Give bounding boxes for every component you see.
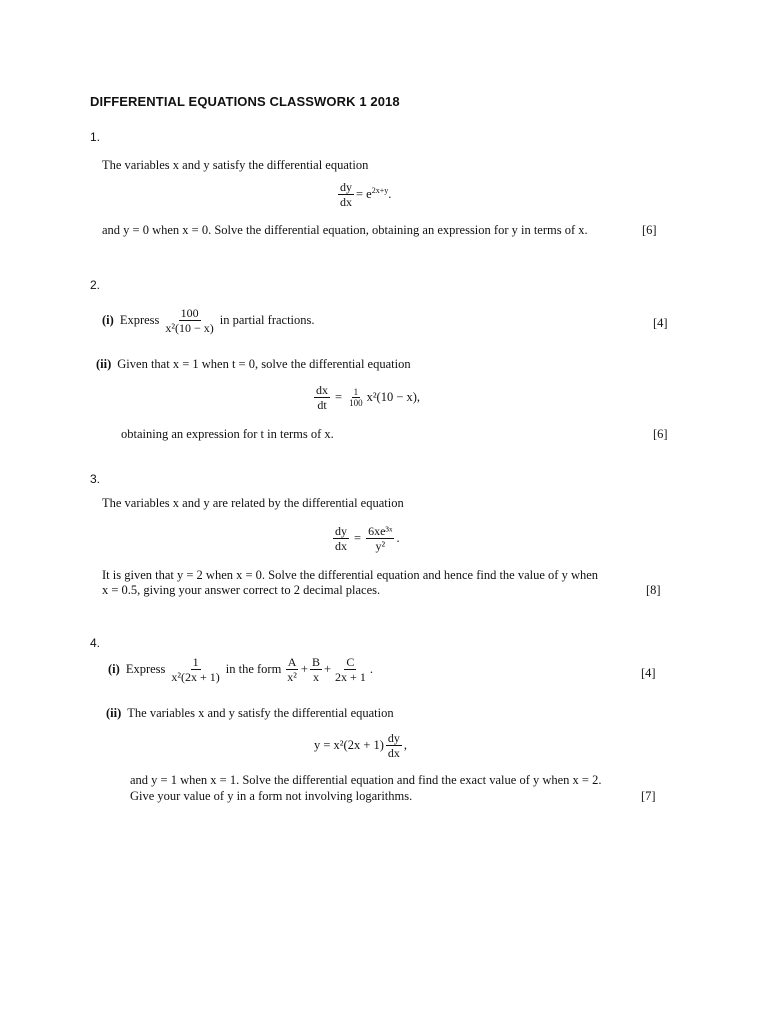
q1-eq-denominator: dx bbox=[340, 195, 352, 209]
q2-ii-tail: obtaining an expression for t in terms of x. bbox=[121, 427, 334, 441]
q4-derivative bbox=[386, 731, 402, 760]
q2-i-frac-numerator: 100 bbox=[180, 306, 199, 320]
q2-i-tail: in partial fractions. bbox=[219, 313, 315, 327]
q3-eq-equals: = bbox=[354, 531, 362, 545]
question-3-number: 3. bbox=[90, 472, 101, 486]
q3-eq-numerator: dy bbox=[335, 524, 347, 538]
q2-eq-denominator: dt bbox=[317, 398, 327, 412]
q4-eq-end: , bbox=[403, 738, 408, 752]
q2-i-label: (i) bbox=[102, 313, 114, 327]
q4-i-form: in the form bbox=[225, 662, 282, 676]
q2-eq-equals: = bbox=[335, 390, 343, 404]
q4-ii-text: The variables x and y satisfy the differential equation bbox=[127, 706, 394, 720]
q2-i-frac-denominator: x²(10 − x) bbox=[165, 321, 214, 335]
q1-intro: The variables x and y satisfy the differential equation bbox=[102, 158, 369, 172]
q3-rhs-denominator: y² bbox=[375, 539, 386, 553]
q2-ii-mark: [6] bbox=[653, 427, 668, 441]
q1-eq-numerator: dy bbox=[340, 180, 352, 194]
q4-eq-lhs: y = x²(2x + 1) bbox=[314, 738, 384, 752]
q3-rhs-numerator: 6xe³ˣ bbox=[368, 524, 393, 538]
q3-mark: [8] bbox=[646, 583, 661, 597]
question-1-number: 1. bbox=[90, 130, 101, 144]
q2-ii-label: (ii) bbox=[96, 357, 112, 371]
q1-mark: [6] bbox=[642, 223, 657, 237]
q4-fb-numerator: B bbox=[311, 655, 320, 669]
page-title: DIFFERENTIAL EQUATIONS CLASSWORK 1 2018 bbox=[90, 94, 400, 109]
q4-part-ii bbox=[106, 706, 394, 721]
q3-eq-end: . bbox=[396, 531, 400, 545]
question-2-number: 2. bbox=[90, 278, 101, 292]
q4-equation bbox=[314, 731, 407, 760]
q2-equation bbox=[312, 383, 420, 412]
q2-part-ii bbox=[96, 357, 411, 372]
q4-plus-2: + bbox=[323, 662, 332, 676]
q3-line-1: It is given that y = 2 when x = 0. Solve the differential equation and hence find the value of y when bbox=[102, 568, 599, 582]
q1-eq-exponent: 2x+y bbox=[371, 186, 389, 195]
q4-fc-numerator: C bbox=[346, 655, 355, 669]
q3-line-2: x = 0.5, giving your answer correct to 2 decimal places. bbox=[102, 583, 381, 597]
q1-eq-rhs: = e bbox=[356, 187, 372, 201]
q4-fa-numerator: A bbox=[287, 655, 297, 669]
q3-eq-denominator: dx bbox=[335, 539, 347, 553]
q2-i-fraction bbox=[163, 306, 215, 335]
q4-line-2: Give your value of y in a form not involving logarithms. bbox=[130, 789, 413, 803]
question-4-number: 4. bbox=[90, 636, 101, 650]
q2-eq-numerator: dx bbox=[316, 383, 328, 397]
q2-ii-text: Given that x = 1 when t = 0, solve the differential equation bbox=[117, 357, 411, 371]
q4-eq-denominator: dx bbox=[387, 746, 400, 760]
q4-ii-label: (ii) bbox=[106, 706, 122, 720]
q2-i-express: Express bbox=[119, 313, 160, 327]
q4-fraction-c bbox=[333, 655, 368, 684]
q4-plus-1: + bbox=[300, 662, 308, 676]
q4-i-fraction bbox=[169, 655, 221, 684]
q4-fa-denominator: x² bbox=[287, 670, 297, 684]
q2-eq-small-fraction bbox=[347, 387, 365, 408]
q4-i-mark: [4] bbox=[641, 666, 656, 680]
q3-derivative bbox=[333, 524, 349, 553]
q1-eq-end: . bbox=[388, 187, 392, 201]
q3-intro: The variables x and y are related by the differential equation bbox=[102, 496, 404, 510]
q4-i-end: . bbox=[369, 662, 373, 676]
q2-part-i bbox=[102, 306, 315, 335]
q1-condition: and y = 0 when x = 0. Solve the differential equation, obtaining an expression for y in terms of x. bbox=[102, 223, 588, 237]
q3-rhs-fraction bbox=[366, 524, 394, 553]
q2-small-denominator: 100 bbox=[349, 398, 363, 408]
q4-i-label: (i) bbox=[108, 662, 120, 676]
q4-i-frac-denominator: x²(2x + 1) bbox=[171, 670, 220, 684]
q4-line-1: and y = 1 when x = 1. Solve the differential equation and find the exact value of y when x = 2. bbox=[130, 773, 602, 787]
q4-fraction-a bbox=[285, 655, 299, 684]
q4-fc-denominator: 2x + 1 bbox=[335, 670, 366, 684]
q4-fb-denominator: x bbox=[312, 670, 319, 684]
q4-part-i bbox=[108, 655, 373, 684]
q2-i-mark: [4] bbox=[653, 316, 668, 330]
q4-i-frac-numerator: 1 bbox=[192, 655, 199, 669]
q1-derivative bbox=[338, 180, 354, 209]
q1-equation bbox=[336, 180, 391, 209]
q2-derivative bbox=[314, 383, 330, 412]
q4-eq-numerator: dy bbox=[387, 731, 400, 745]
q2-eq-rhs: x²(10 − x), bbox=[366, 390, 421, 404]
q4-mark: [7] bbox=[641, 789, 656, 803]
q4-fraction-b bbox=[310, 655, 322, 684]
q2-small-numerator: 1 bbox=[353, 387, 359, 397]
q4-i-express: Express bbox=[125, 662, 166, 676]
q3-equation bbox=[331, 524, 400, 553]
